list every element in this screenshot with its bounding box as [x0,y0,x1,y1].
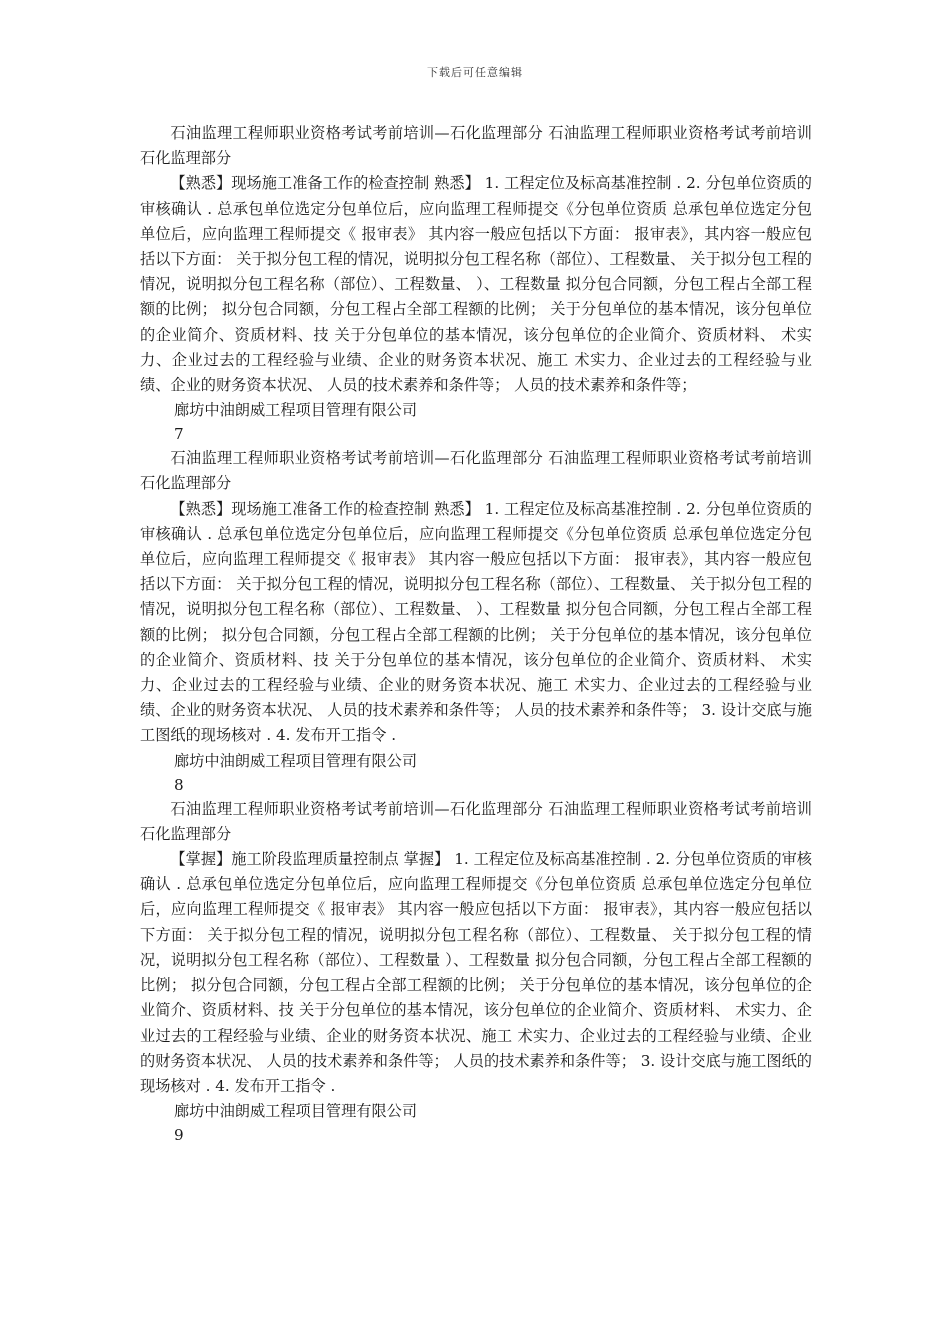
slide-number: 7 [174,425,184,444]
slide-section-8 [140,446,812,796]
section-body: 【熟悉】现场施工准备工作的检查控制 熟悉】 1. 工程定位及标高基准控制 . 2. 分包单位资质的审核确认 . 总承包单位选定分包单位后，应向监理工程师提交《分包单位资质 总承包单位选定分包单位后，应向监理工程师提交《 报审表》 其内容一般应包括以下方面： 报审表》，其内容一般应包括以下方面： 关于拟分包工程的情况，说明拟分包工程名称（部位）、工程数量、 关于拟分包工程的情况，说明拟分包工程名称（部位）、工程数量、 ）、工程数量 拟分包合同额，分包工程占全部工程额的比例； 拟分包合同额，分包工程占全部工程额的比例； 关于分包单位的基本情况，该分包单位的企业简介、资质材料、技 关于分包单位的基本情况，该分包单位的企业简介、资质材料、 术实力、企业过去的工程经验与业绩、企业的财务资本状况、施工 术实力、企业过去的工程经验与业绩、企业的财务资本状况、 人员的技术素养和条件等； 人员的技术素养和条件等； [140,174,812,395]
section-title: 石油监理工程师职业资格考试考前培训—石化监理部分 石油监理工程师职业资格考试考前培训 石化监理部分 [140,799,812,843]
document-body [140,121,812,1147]
page-header: 下载后可任意编辑 [427,66,523,79]
slide-number: 9 [174,1126,184,1145]
company-name: 廊坊中油朗威工程项目管理有限公司 [174,751,417,770]
company-name: 廊坊中油朗威工程项目管理有限公司 [174,401,417,420]
slide-section-7 [140,121,812,446]
company-name: 廊坊中油朗威工程项目管理有限公司 [174,1102,417,1121]
section-body: 【掌握】施工阶段监理质量控制点 掌握】 1. 工程定位及标高基准控制 . 2. 分包单位资质的审核确认 . 总承包单位选定分包单位后，应向监理工程师提交《分包单位资质 总承包单位选定分包单位后，应向监理工程师提交《 报审表》 其内容一般应包括以下方面： 报审表》，其内容一般应包括以下方面： 关于拟分包工程的情况，说明拟分包工程名称（部位）、工程数量、 关于拟分包工程的情况，说明拟分包工程名称（部位）、工程数量 ）、工程数量 拟分包合同额，分包工程占全部工程额的比例； 拟分包合同额，分包工程占全部工程额的比例； 关于分包单位的基本情况，该分包单位的企业简介、资质材料、技 关于分包单位的基本情况，该分包单位的企业简介、资质材料、 术实力、企业过去的工程经验与业绩、企业的财务资本状况、施工 术实力、企业过去的工程经验与业绩、企业的财务资本状况、 人员的技术素养和条件等； 人员的技术素养和条件等； 3. 设计交底与施工图纸的现场核对 . 4. 发布开工指令 . [140,850,812,1095]
slide-section-9 [140,797,812,1147]
section-body: 【熟悉】现场施工准备工作的检查控制 熟悉】 1. 工程定位及标高基准控制 . 2. 分包单位资质的审核确认 . 总承包单位选定分包单位后，应向监理工程师提交《分包单位资质 总承包单位选定分包单位后，应向监理工程师提交《 报审表》 其内容一般应包括以下方面： 报审表》，其内容一般应包括以下方面： 关于拟分包工程的情况，说明拟分包工程名称（部位）、工程数量、 关于拟分包工程的情况，说明拟分包工程名称（部位）、工程数量、 ）、工程数量 拟分包合同额，分包工程占全部工程额的比例； 拟分包合同额，分包工程占全部工程额的比例； 关于分包单位的基本情况，该分包单位的企业简介、资质材料、技 关于分包单位的基本情况，该分包单位的企业简介、资质材料、 术实力、企业过去的工程经验与业绩、企业的财务资本状况、施工 术实力、企业过去的工程经验与业绩、企业的财务资本状况、 人员的技术素养和条件等； 人员的技术素养和条件等； 3. 设计交底与施工图纸的现场核对 . 4. 发布开工指令 . [140,499,812,745]
section-title: 石油监理工程师职业资格考试考前培训—石化监理部分 石油监理工程师职业资格考试考前培训 石化监理部分 [140,449,812,493]
section-title: 石油监理工程师职业资格考试考前培训—石化监理部分 石油监理工程师职业资格考试考前培训 石化监理部分 [140,124,812,168]
slide-number: 8 [174,775,184,794]
